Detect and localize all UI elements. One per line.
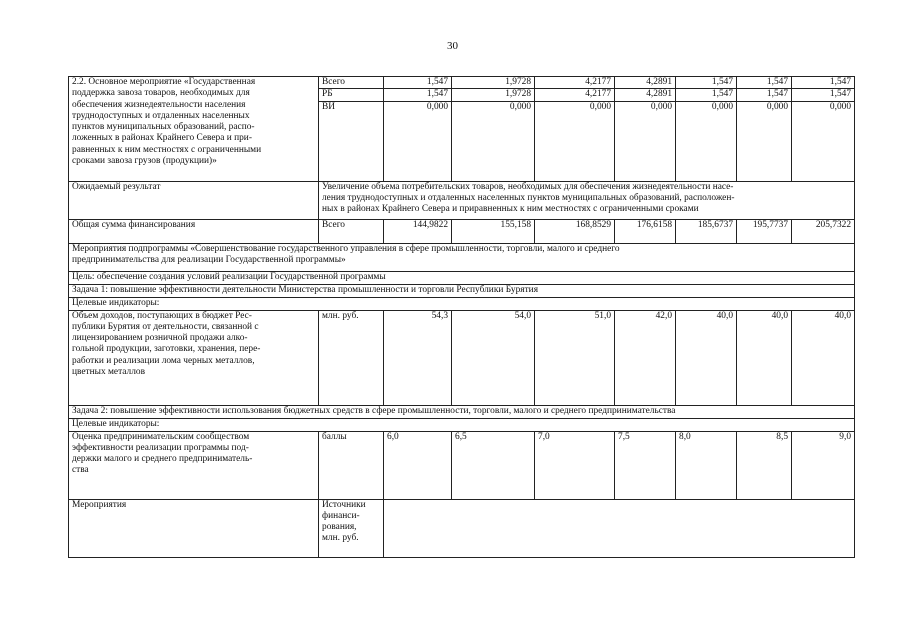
value-cell: 6,0 — [384, 431, 452, 499]
value-cell: 42,0 — [615, 310, 676, 405]
table-row — [69, 77, 855, 89]
value-cell: 4,2177 — [535, 77, 615, 89]
value-cell: 4,2177 — [535, 89, 615, 101]
value-cell: 54,0 — [452, 310, 535, 405]
table-row — [69, 181, 855, 219]
value-cell: 1,547 — [384, 77, 452, 89]
value-cell: 0,000 — [384, 101, 452, 181]
value-cell: 1,547 — [737, 89, 792, 101]
source-cell: ВИ — [319, 101, 384, 181]
table-row — [69, 284, 855, 297]
value-cell: 205,7322 — [792, 219, 855, 243]
table-row — [69, 418, 855, 431]
indicators-heading: Целевые индикаторы: — [69, 418, 855, 431]
value-cell: 7,0 — [535, 431, 615, 499]
value-cell: 1,9728 — [452, 89, 535, 101]
value-cell: 9,0 — [792, 431, 855, 499]
table-row — [69, 405, 855, 418]
empty-cell — [384, 499, 855, 557]
unit-cell: баллы — [319, 431, 384, 499]
task-1-heading: Задача 1: повышение эффективности деятельности Министерства промышленности и торговли Республики Бурятия — [69, 284, 855, 297]
value-cell: 155,158 — [452, 219, 535, 243]
expected-result-text: Увеличение объема потребительских товаров, необходимых для обеспечения жизнедеятельности насе- ления труднодоступных и отдаленных населенных пунктов муниципальных образований, расположен- ных в районах Крайнего Севера и приравненных к ним местностях с ограниченными сроками — [319, 181, 855, 219]
unit-cell: млн. руб. — [319, 310, 384, 405]
value-cell: 1,547 — [737, 77, 792, 89]
table-row — [69, 243, 855, 271]
value-cell: 1,547 — [384, 89, 452, 101]
value-cell: 1,547 — [792, 89, 855, 101]
value-cell: 0,000 — [792, 101, 855, 181]
source-cell: Всего — [319, 77, 384, 89]
value-cell: 40,0 — [737, 310, 792, 405]
value-cell: 1,547 — [792, 77, 855, 89]
value-cell: 7,5 — [615, 431, 676, 499]
value-cell: 6,5 — [452, 431, 535, 499]
table-row — [69, 431, 855, 499]
value-cell: 185,6737 — [676, 219, 737, 243]
value-cell: 4,2891 — [615, 89, 676, 101]
program-table — [68, 76, 855, 558]
source-cell: РБ — [319, 89, 384, 101]
page-number: 30 — [447, 40, 458, 52]
source-cell: Всего — [319, 219, 384, 243]
table-row — [69, 219, 855, 243]
value-cell: 40,0 — [792, 310, 855, 405]
value-cell: 176,6158 — [615, 219, 676, 243]
indicator-text: Объем доходов, поступающих в бюджет Рес- публики Бурятия от деятельности, связанной с лицензированием розничной продажи алко- гольной продукции, заготовки, хранения, пере- работки и реализации лома черных металлов, цветных металлов — [69, 310, 319, 405]
value-cell: 0,000 — [615, 101, 676, 181]
value-cell: 0,000 — [535, 101, 615, 181]
table-row — [69, 297, 855, 310]
value-cell: 0,000 — [737, 101, 792, 181]
value-cell: 1,547 — [676, 89, 737, 101]
measures-label: Мероприятия — [69, 499, 319, 557]
indicators-heading: Целевые индикаторы: — [69, 297, 855, 310]
value-cell: 168,8529 — [535, 219, 615, 243]
value-cell: 40,0 — [676, 310, 737, 405]
value-cell: 54,3 — [384, 310, 452, 405]
value-cell: 8,0 — [676, 431, 737, 499]
value-cell: 1,9728 — [452, 77, 535, 89]
expected-result-label: Ожидаемый результат — [69, 181, 319, 219]
measure-2-2-title: 2.2. Основное мероприятие «Государственная поддержка завоза товаров, необходимых для обеспечения жизнедеятельности населения труднодоступных и отдаленных населенных пунктов муниципальных образований, распо- ложенных в районах Крайнего Севера и при- равненных к ним местностях с ограниченными сроками завоза грузов (продукции)» — [69, 77, 319, 182]
value-cell: 4,2891 — [615, 77, 676, 89]
table-row — [69, 310, 855, 405]
value-cell: 144,9822 — [384, 219, 452, 243]
indicator-text: Оценка предпринимательским сообществом эффективности реализации программы под- держки малого и среднего предприниматель- ства — [69, 431, 319, 499]
table-row — [69, 271, 855, 284]
value-cell: 195,7737 — [737, 219, 792, 243]
total-label: Общая сумма финансирования — [69, 219, 319, 243]
subprogram-heading: Мероприятия подпрограммы «Совершенствование государственного управления в сфере промышленности, торговли, малого и среднего предпринимательства для реализации Государственной программы» — [69, 243, 855, 271]
table-row — [69, 499, 855, 557]
value-cell: 51,0 — [535, 310, 615, 405]
value-cell: 1,547 — [676, 77, 737, 89]
value-cell: 0,000 — [452, 101, 535, 181]
funding-source-header: Источники финанси- рования, млн. руб. — [319, 499, 384, 557]
value-cell: 8,5 — [737, 431, 792, 499]
value-cell: 0,000 — [676, 101, 737, 181]
task-2-heading: Задача 2: повышение эффективности использования бюджетных средств в сфере промышленности, торговли, малого и среднего предпринимательства — [69, 405, 855, 418]
goal-heading: Цель: обеспечение создания условий реализации Государственной программы — [69, 271, 855, 284]
